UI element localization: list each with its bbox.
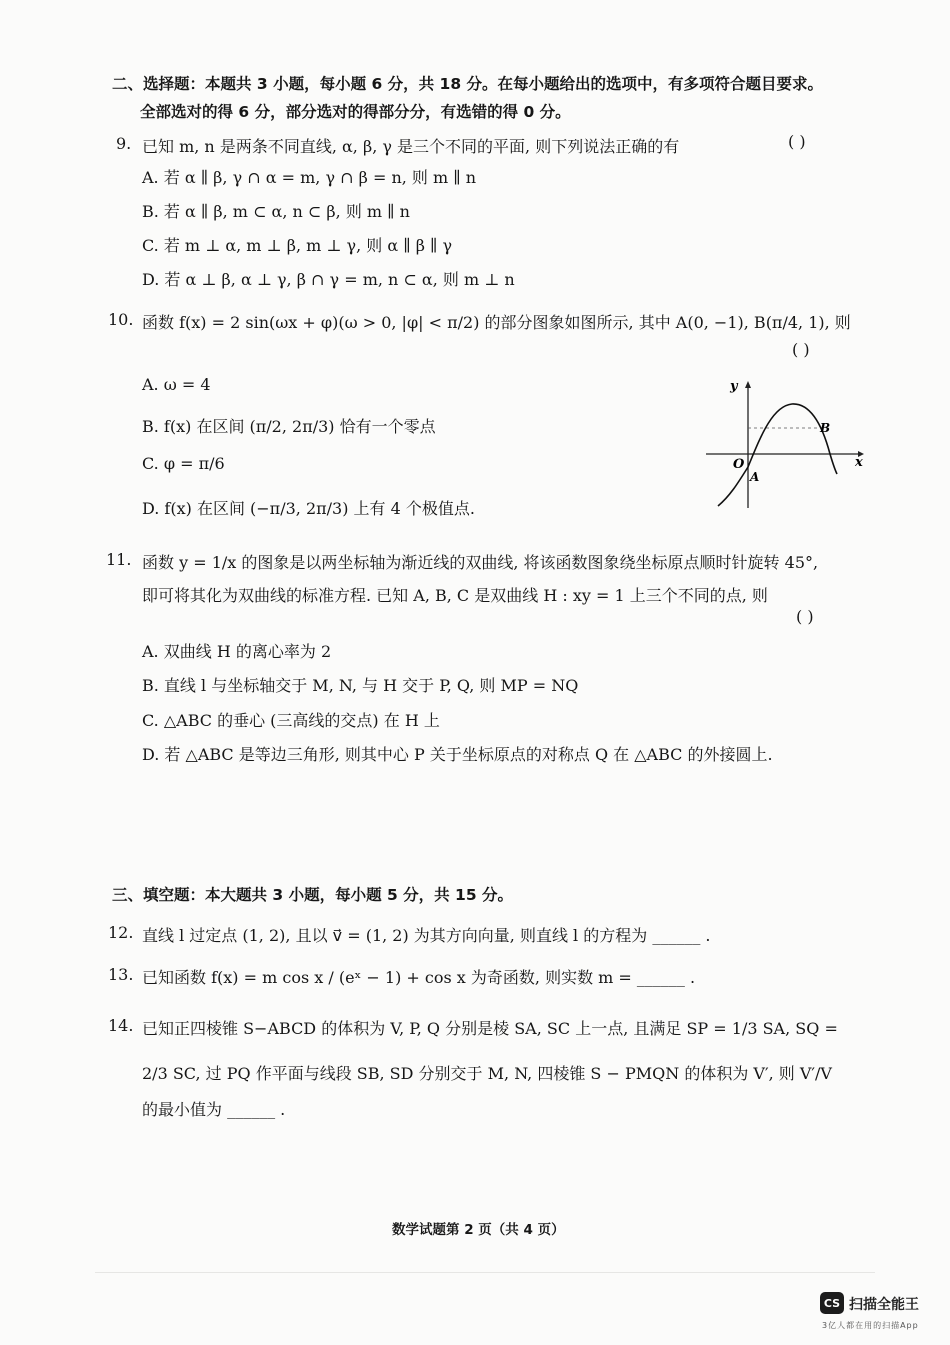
camscanner-slogan: 3亿人都在用的扫描App (822, 1321, 919, 1330)
q10-sine-graph (700, 378, 870, 513)
q11-stem-line2: 即可将其化为双曲线的标准方程. 已知 A, B, C 是双曲线 H : xy = 1 上三个不同的点, 则 (142, 586, 768, 605)
q9-option-d: D. 若 α ⊥ β, α ⊥ γ, β ∩ γ = m, n ⊂ α, 则 m ⊥ n (142, 270, 515, 289)
point-a-label: A (750, 470, 760, 484)
q14-line1: 已知正四棱锥 S−ABCD 的体积为 V, P, Q 分别是棱 SA, SC 上一点, 且满足 SP = 1/3 SA, SQ = (142, 1019, 838, 1038)
q13-number: 13. (108, 965, 134, 984)
q10-answer-paren: ( ) (792, 340, 810, 359)
q9-answer-paren: ( ) (788, 132, 806, 151)
section-2-title-line2: 全部选对的得 6 分，部分选对的得部分分，有选错的得 0 分。 (140, 103, 571, 121)
q11-option-a: A. 双曲线 H 的离心率为 2 (142, 642, 332, 661)
q10-stem: 函数 f(x) = 2 sin(ωx + φ)(ω > 0, |φ| < π/2) 的部分图象如图所示, 其中 A(0, −1), B(π/4, 1), 则 (142, 313, 851, 332)
x-axis-label: x (855, 455, 863, 470)
sine-curve (718, 404, 837, 506)
q12-text: 直线 l 过定点 (1, 2), 且以 v⃗ = (1, 2) 为其方向向量, 则直线 l 的方程为 ______ . (142, 926, 711, 945)
q9-option-a: A. 若 α ∥ β, γ ∩ α = m, γ ∩ β = n, 则 m ∥ n (142, 168, 477, 187)
q11-stem-line1: 函数 y = 1/x 的图象是以两坐标轴为渐近线的双曲线, 将该函数图象绕坐标原点顺时针旋转 45°, (142, 553, 819, 572)
origin-label: O (733, 457, 745, 472)
q14-number: 14. (108, 1016, 134, 1035)
q9-stem: 已知 m, n 是两条不同直线, α, β, γ 是三个不同的平面, 则下列说法正确的有 (142, 137, 680, 156)
y-axis-arrow (745, 381, 751, 388)
q14-line3: 的最小值为 ______ . (142, 1100, 286, 1119)
q9-option-b: B. 若 α ∥ β, m ⊂ α, n ⊂ β, 则 m ∥ n (142, 202, 410, 221)
q9-option-c: C. 若 m ⊥ α, m ⊥ β, m ⊥ γ, 则 α ∥ β ∥ γ (142, 236, 453, 255)
q9-number: 9. (116, 134, 132, 153)
point-b-label: B (820, 421, 831, 435)
q12-number: 12. (108, 923, 134, 942)
y-axis-label: y (730, 379, 738, 394)
q10-option-d: D. f(x) 在区间 (−π/3, 2π/3) 上有 4 个极值点. (142, 499, 475, 518)
q11-option-d: D. 若 △ABC 是等边三角形, 则其中心 P 关于坐标原点的对称点 Q 在 △ABC 的外接圆上. (142, 745, 773, 764)
page-footer: 数学试题第 2 页（共 4 页） (392, 1222, 565, 1238)
section-2-title-line1: 二、选择题：本题共 3 小题，每小题 6 分，共 18 分。在每小题给出的选项中，有多项符合题目要求。 (112, 75, 824, 93)
q14-line2: 2/3 SC, 过 PQ 作平面与线段 SB, SD 分别交于 M, N, 四棱锥 S − PMQN 的体积为 V′, 则 V′/V (142, 1064, 832, 1083)
camscanner-logo-badge: CS (820, 1292, 844, 1314)
section-3-title: 三、填空题：本大题共 3 小题，每小题 5 分，共 15 分。 (112, 886, 514, 904)
q11-number: 11. (106, 550, 132, 569)
q13-text: 已知函数 f(x) = m cos x / (eˣ − 1) + cos x 为奇函数, 则实数 m = ______ . (142, 968, 696, 987)
q11-answer-paren: ( ) (796, 607, 814, 626)
q11-option-c: C. △ABC 的垂心 (三高线的交点) 在 H 上 (142, 711, 440, 730)
q10-option-b: B. f(x) 在区间 (π/2, 2π/3) 恰有一个零点 (142, 417, 436, 436)
q10-option-c: C. φ = π/6 (142, 454, 225, 473)
q10-number: 10. (108, 310, 134, 329)
q10-option-a: A. ω = 4 (142, 375, 211, 394)
footer-divider (95, 1272, 875, 1273)
q11-option-b: B. 直线 l 与坐标轴交于 M, N, 与 H 交于 P, Q, 则 MP = NQ (142, 676, 579, 695)
camscanner-name: 扫描全能王 (849, 1297, 919, 1313)
